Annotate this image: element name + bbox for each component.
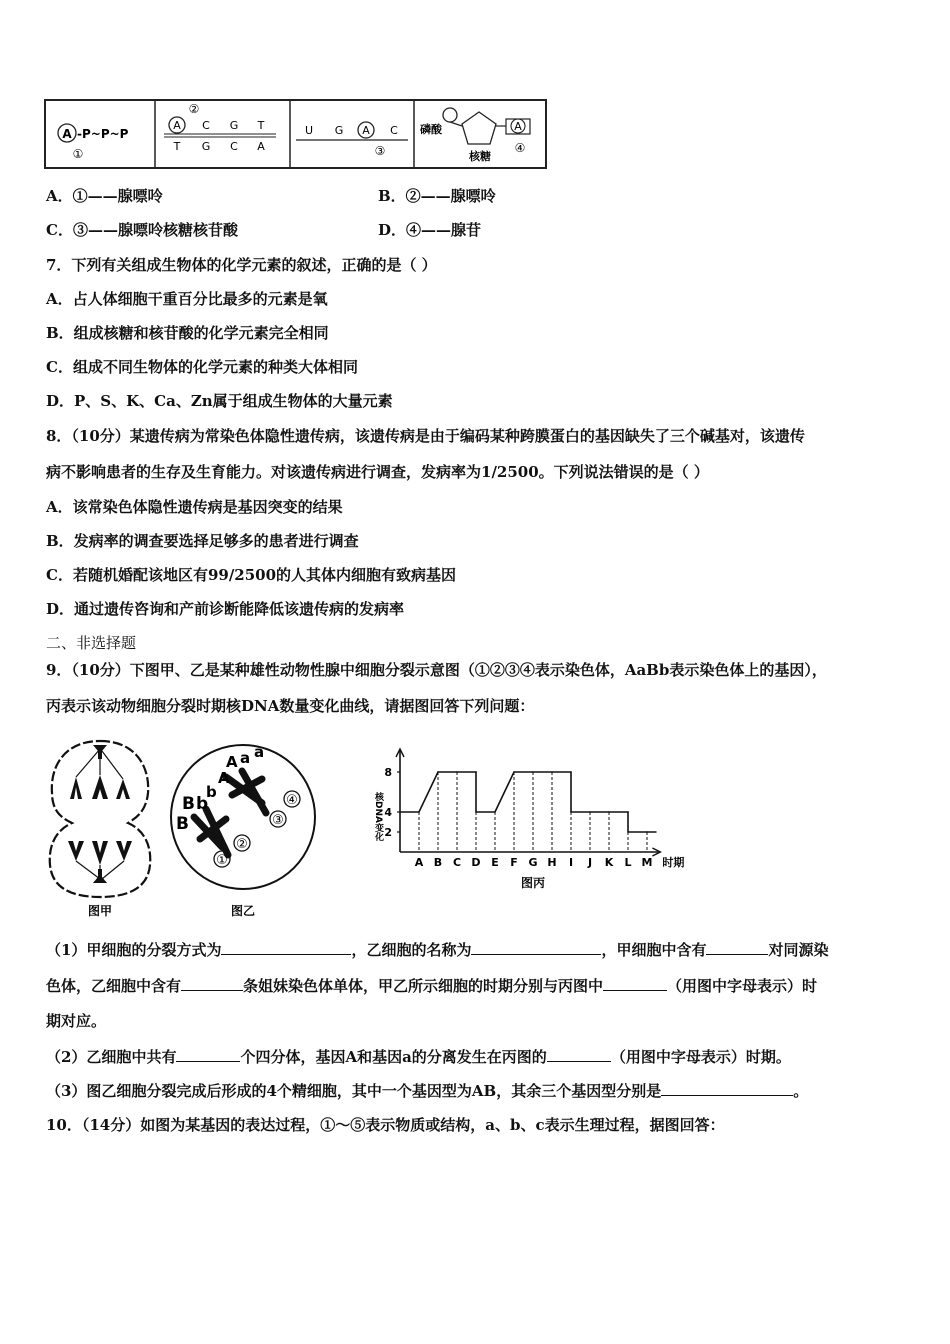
box2-bottom-1: G xyxy=(201,140,211,153)
answer-blank-8[interactable] xyxy=(661,1079,793,1096)
x-tick-label: I xyxy=(568,856,574,869)
q9-part1-text-g: （用图中字母表示）时 xyxy=(667,977,818,995)
x-tick-label: C xyxy=(452,856,462,869)
data-point xyxy=(608,811,610,813)
q9-part2-text-c: （用图中字母表示）时期。 xyxy=(610,1048,791,1066)
data-point xyxy=(475,771,477,773)
q9-part1-text-a: （1）甲细胞的分裂方式为 xyxy=(46,941,222,959)
data-point xyxy=(494,811,496,813)
answer-blank-4[interactable] xyxy=(181,974,243,991)
y-tick-label: 4 xyxy=(384,806,392,819)
y-tick-label: 2 xyxy=(384,826,392,839)
gene-label-6: b xyxy=(206,783,217,801)
q9-part2-text-a: （2）乙细胞中共有 xyxy=(46,1048,177,1066)
box2-top-2: G xyxy=(229,119,239,132)
box3-seq-2: A xyxy=(362,124,370,137)
data-point xyxy=(456,771,458,773)
box3-seq-3: C xyxy=(390,124,398,137)
chromosome-label-2: ② xyxy=(236,837,248,852)
q7-stem: 7．下列有关组成生物体的化学元素的叙述，正确的是（ ） xyxy=(46,256,437,274)
box3-seq-1: G xyxy=(334,124,344,137)
q8-option-b: B．发病率的调查要选择足够多的患者进行调查 xyxy=(46,532,359,550)
data-point xyxy=(551,771,553,773)
q9-part1-text-f: 条姐妹染色体单体，甲乙所示细胞的时期分别与丙图中 xyxy=(243,977,604,995)
chromosome-label-1: ① xyxy=(216,853,228,868)
q6-option-a: A．①——腺嘌呤 xyxy=(46,187,163,205)
box4-base: A xyxy=(514,120,522,133)
cell-division-figure-yi xyxy=(166,737,320,919)
x-tick-label: H xyxy=(547,856,557,869)
box2-top-1: C xyxy=(202,119,210,132)
data-point xyxy=(418,811,420,813)
ribose-pentagon-icon xyxy=(462,112,496,144)
x-tick-label: L xyxy=(624,856,632,869)
data-point xyxy=(589,811,591,813)
y-axis-label: 核DNA变化 xyxy=(373,792,383,841)
x-tick-label: D xyxy=(471,856,481,869)
q7-option-a: A．占人体细胞干重百分比最多的元素是氧 xyxy=(46,290,328,308)
q9-part1-text-b: ，乙细胞的名称为 xyxy=(351,941,472,959)
x-tick-label: K xyxy=(604,856,614,869)
data-point xyxy=(627,811,629,813)
box2-bottom-2: C xyxy=(230,140,238,153)
q8-option-c: C．若随机婚配该地区有99/2500的人其体内细胞有致病基因 xyxy=(46,566,457,584)
phosphate-circle-icon xyxy=(443,108,457,122)
gene-label-0: A xyxy=(226,753,238,771)
chromosome-label-3: ③ xyxy=(272,813,284,828)
box3-seq-0: U xyxy=(304,124,314,137)
cell-division-figure-jia xyxy=(46,737,154,919)
chart-title: 图丙 xyxy=(520,876,546,890)
q9-stem-line1: 9．（10分）下图甲、乙是某种雄性动物性腺中细胞分裂示意图（①②③④表示染色体，AaBb表示染色体上的基因）， xyxy=(46,661,827,679)
answer-blank-2[interactable] xyxy=(471,938,601,955)
box4-phosphate: 磷酸 xyxy=(420,123,442,136)
chromosome-label-4: ④ xyxy=(286,793,298,808)
q8-stem-line1: 8．（10分）某遗传病为常染色体隐性遗传病，该遗传病是由于编码某种跨膜蛋白的基因缺失了三个碱基对，该遗传 xyxy=(46,427,805,445)
answer-blank-3[interactable] xyxy=(706,938,768,955)
gene-label-5: b xyxy=(196,794,209,814)
q9-part1-text-e: 色体，乙细胞中含有 xyxy=(46,977,182,995)
x-tick-label: F xyxy=(510,856,518,869)
figure-yi-caption: 图乙 xyxy=(230,904,256,918)
data-point xyxy=(532,771,534,773)
q9-stem-line2: 丙表示该动物细胞分裂时期核DNA数量变化曲线，请据图回答下列问题： xyxy=(46,697,535,715)
answer-blank-5[interactable] xyxy=(603,974,667,991)
box2-bottom-0: T xyxy=(173,140,181,153)
y-tick-label: 8 xyxy=(384,766,392,779)
data-point xyxy=(570,771,572,773)
q10-stem: 10．（14分）如图为某基因的表达过程，①～⑤表示物质或结构，a、b、c表示生理过程，据图回答： xyxy=(46,1116,725,1134)
data-point xyxy=(437,771,439,773)
answer-blank-7[interactable] xyxy=(547,1045,611,1062)
q9-part3-text-a: （3）图乙细胞分裂完成后形成的4个精细胞，其中一个基因型为AB，其余三个基因型分别是 xyxy=(46,1082,662,1100)
q9-part3-text-b: 。 xyxy=(793,1082,809,1100)
box1-circled: A xyxy=(62,127,72,141)
q6-option-b: B．②——腺嘌呤 xyxy=(378,187,496,205)
data-point xyxy=(513,771,515,773)
box2-label: ② xyxy=(188,102,200,116)
x-tick-label: M xyxy=(641,856,653,869)
gene-label-3: A xyxy=(218,769,230,787)
gene-label-1: a xyxy=(240,749,251,767)
x-tick-label: B xyxy=(433,856,443,869)
dna-change-chart xyxy=(360,747,690,892)
box1-chain: -P~P~P xyxy=(77,127,129,141)
gene-label-7: B xyxy=(176,814,189,834)
x-axis-label: 时期 xyxy=(662,856,685,869)
data-point xyxy=(646,831,648,833)
x-tick-label: J xyxy=(587,856,593,869)
q6-option-c: C．③——腺嘌呤核糖核苷酸 xyxy=(46,221,238,239)
q7-option-d: D．P、S、K、Ca、Zn属于组成生物体的大量元素 xyxy=(46,392,393,410)
q8-option-a: A．该常染色体隐性遗传病是基因突变的结果 xyxy=(46,498,343,516)
figure-jia-caption: 图甲 xyxy=(87,904,113,918)
q9-part1-line2 xyxy=(46,974,817,997)
q9-part3 xyxy=(46,1079,808,1102)
q9-part1-line1 xyxy=(46,938,829,961)
q7-option-c: C．组成不同生物体的化学元素的种类大体相同 xyxy=(46,358,358,376)
section-heading: 二、非选择题 xyxy=(46,634,137,652)
q9-part1-text-d: 对同源染 xyxy=(768,941,829,959)
gene-label-4: B xyxy=(182,794,195,814)
gene-label-2: a xyxy=(254,743,265,761)
x-tick-label: A xyxy=(414,856,424,869)
q9-part1-line3: 期对应。 xyxy=(46,1012,107,1030)
q9-part2 xyxy=(46,1045,791,1068)
q8-option-d: D．通过遗传咨询和产前诊断能降低该遗传病的发病率 xyxy=(46,600,405,618)
q9-part1-text-c: ，甲细胞中含有 xyxy=(601,941,707,959)
box3-label: ③ xyxy=(374,144,386,158)
x-tick-label: E xyxy=(491,856,499,869)
box2-top-3: T xyxy=(257,119,265,132)
box4-sugar: 核糖 xyxy=(469,150,491,163)
q7-option-b: B．组成核糖和核苷酸的化学元素完全相同 xyxy=(46,324,329,342)
box4-label: ④ xyxy=(514,141,526,155)
answer-blank-1[interactable] xyxy=(221,938,351,955)
box1-label: ① xyxy=(72,147,84,161)
answer-blank-6[interactable] xyxy=(176,1045,240,1062)
q8-stem-line2: 病不影响患者的生存及生育能力。对该遗传病进行调查，发病率为1/2500。下列说法错误的是（ ） xyxy=(46,463,709,481)
q9-part2-text-b: 个四分体，基因A和基因a的分离发生在丙图的 xyxy=(240,1048,547,1066)
x-tick-label: G xyxy=(528,856,538,869)
q6-option-d: D．④——腺苷 xyxy=(378,221,482,239)
nucleotide-structure-figure xyxy=(44,98,548,170)
box2-top-0: A xyxy=(173,119,181,132)
box2-bottom-3: A xyxy=(257,140,265,153)
